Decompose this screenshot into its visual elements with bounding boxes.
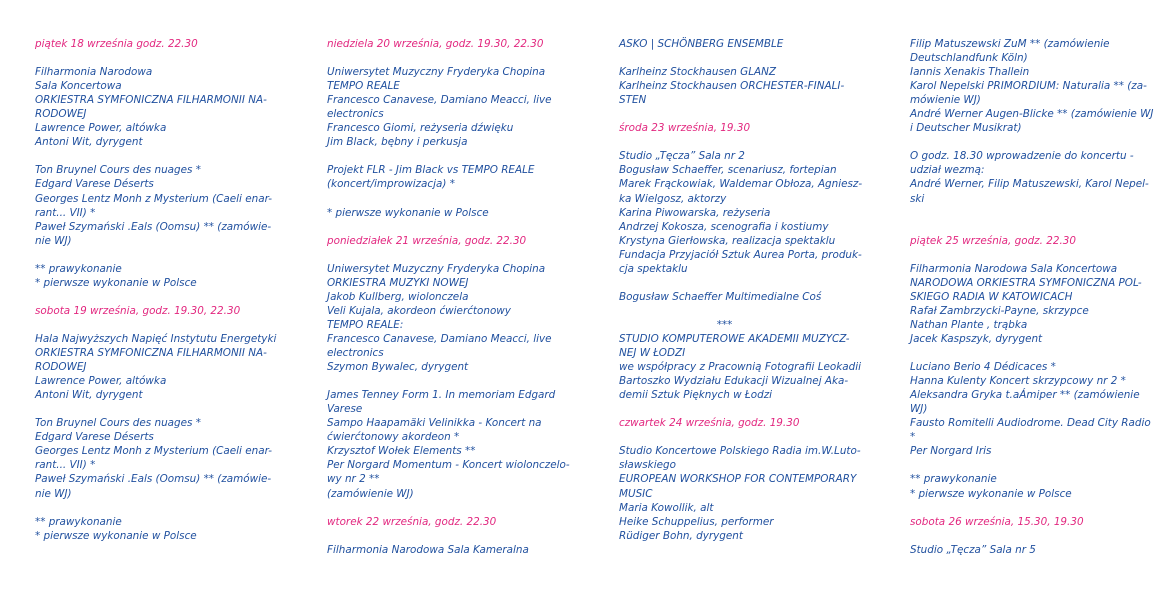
program-line: Veli Kujala, akordeon ćwierćtonowy [327, 304, 511, 317]
program-line: Karlheinz Stockhausen ORCHESTER-FINALI- [619, 80, 845, 93]
program-line: rant... VII) * [35, 459, 96, 472]
program-line: ORKIESTRA MUZYKI NOWEJ [327, 276, 469, 289]
program-line: Francesco Canavese, Damiano Meacci, live [327, 94, 552, 107]
program-line: RODOWEJ [35, 361, 87, 374]
program-line: we współpracy z Pracownią Fotografii Leokadii [619, 361, 862, 374]
program-line: TEMPO REALE [327, 80, 400, 93]
program-line: James Tenney Form 1. In memoriam Edgard [327, 389, 556, 402]
date-heading: czwartek 24 września, godz. 19.30 [619, 417, 800, 430]
spacer-line [35, 149, 280, 163]
spacer-line [910, 135, 1155, 149]
program-line: wy nr 2 ** [327, 473, 380, 486]
program-line: Jacek Kaspszyk, dyrygent [910, 332, 1043, 345]
program-line: RODOWEJ [35, 108, 87, 121]
spacer-line [910, 458, 1155, 472]
program-line: Krystyna Gierłowska, realizacja spektaklu [619, 234, 836, 247]
program-line: ** prawykonanie [35, 262, 122, 275]
program-line: Hala Najwyższych Napięć Instytutu Energetyki [35, 332, 277, 345]
program-line: André Werner, Filip Matuszewski, Karol Nepel- [910, 178, 1149, 191]
program-line: demii Sztuk Pięknych w Łodzi [619, 389, 773, 402]
program-line: Ton Bruynel Cours des nuages * [35, 164, 201, 177]
spacer-line [910, 501, 1155, 515]
program-line: Fundacja Przyjaciół Sztuk Aurea Porta, produk- [619, 248, 862, 261]
program-line: * pierwsze wykonanie w Polsce [327, 206, 489, 219]
program-line: Andrzej Kokosza, scenografia i kostiumy [619, 220, 829, 233]
program-line: Hanna Kulenty Koncert skrzypcowy nr 2 * [910, 375, 1126, 388]
program-line: * pierwsze wykonanie w Polsce [35, 529, 197, 542]
program-line: (zamówienie WJ) [327, 487, 414, 500]
spacer-line [910, 529, 1155, 543]
program-line: NEJ W ŁODZI [619, 347, 686, 360]
spacer-line [327, 529, 572, 543]
program-line: STEN [619, 94, 647, 107]
program-line: nie WJ) [35, 234, 72, 247]
spacer-line [327, 501, 572, 515]
spacer-line [327, 248, 572, 262]
program-line: Nathan Plante , trąbka [910, 318, 1028, 331]
spacer-line [35, 248, 280, 262]
program-line: Georges Lentz Monh z Mysterium (Caeli enar- [35, 192, 273, 205]
program-line: Szymon Bywalec, dyrygent [327, 361, 469, 374]
program-line: sławskiego [619, 459, 676, 472]
spacer-line [327, 192, 572, 206]
program-line: Sampo Haapamäki Velinikka - Koncert na [327, 417, 542, 430]
date-heading: piątek 18 września godz. 22.30 [35, 38, 198, 50]
program-line: Deutschlandfunk Köln) [910, 52, 1028, 65]
program-line: Fausto Romitelli Audiodrome. Dead City Radio [910, 417, 1151, 430]
program-line: Antoni Wit, dyrygent [35, 389, 143, 402]
date-heading: piątek 25 września, godz. 22.30 [910, 234, 1076, 247]
program-line: Uniwersytet Muzyczny Fryderyka Chopina [327, 66, 546, 79]
program-line: Aleksandra Gryka t.aÁmiper ** (zamówienie [910, 389, 1140, 402]
program-line: ** prawykonanie [910, 473, 997, 486]
program-line: Karina Piwowarska, reżyseria [619, 206, 771, 219]
program-line: Studio Koncertowe Polskiego Radia im.W.Luto- [619, 445, 861, 458]
spacer-line [35, 290, 280, 304]
program-line: udział wezmą: [910, 164, 985, 177]
program-line: Paweł Szymański .Eals (Oomsu) ** (zamówie- [35, 473, 272, 486]
date-heading: wtorek 22 września, godz. 22.30 [327, 515, 497, 528]
program-line: NARODOWA ORKIESTRA SYMFONICZNA POL- [910, 276, 1142, 289]
spacer-line [619, 107, 864, 121]
spacer-line [910, 220, 1155, 234]
program-line: Per Norgard Momentum - Koncert wiolonczelo- [327, 459, 570, 472]
column-1 [35, 37, 280, 543]
spacer-line [327, 374, 572, 388]
program-line: Filharmonia Narodowa [35, 66, 153, 79]
spacer-line [619, 402, 864, 416]
program-line: Rafał Zambrzycki-Payne, skrzypce [910, 304, 1089, 317]
program-line: Krzysztof Wołek Elements ** [327, 445, 476, 458]
program-line: André Werner Augen-Blicke ** (zamówienie WJ [910, 108, 1154, 121]
program-line: mówienie WJ) [910, 94, 981, 107]
program-line: ski [910, 192, 925, 205]
program-line: electronics [327, 108, 384, 121]
program-line: Lawrence Power, altówka [35, 375, 167, 388]
date-heading: poniedziałek 21 września, godz. 22.30 [327, 234, 527, 247]
program-line: WJ) [910, 403, 928, 416]
program-line: Luciano Berio 4 Dédicaces * [910, 361, 1056, 374]
spacer-line [619, 51, 864, 65]
spacer-line [327, 220, 572, 234]
column-2 [327, 37, 572, 557]
column-3 [619, 37, 864, 543]
program-line: Karol Nepelski PRIMORDIUM: Naturalia ** (za- [910, 80, 1147, 93]
program-line: Filharmonia Narodowa Sala Koncertowa [910, 262, 1118, 275]
program-line: Studio „Tęcza” Sala nr 5 [910, 543, 1036, 556]
program-line: Maria Kowollik, alt [619, 501, 714, 514]
program-line: Ton Bruynel Cours des nuages * [35, 417, 201, 430]
program-line: rant... VII) * [35, 206, 96, 219]
program-line: SKIEGO RADIA W KATOWICACH [910, 290, 1073, 303]
program-line: Per Norgard Iris [910, 445, 992, 458]
program-line: TEMPO REALE: [327, 318, 404, 331]
column-4 [910, 37, 1155, 557]
program-line: Varese [327, 403, 363, 416]
program-line: cja spektaklu [619, 262, 688, 275]
spacer-line [619, 304, 864, 318]
program-line: * pierwsze wykonanie w Polsce [35, 276, 197, 289]
program-line: Francesco Giomi, reżyseria dźwięku [327, 122, 514, 135]
program-line: * pierwsze wykonanie w Polsce [910, 487, 1072, 500]
program-line: (koncert/improwizacja) * [327, 178, 455, 191]
program-line: Karlheinz Stockhausen GLANZ [619, 66, 777, 79]
spacer-line [619, 430, 864, 444]
spacer-line [35, 501, 280, 515]
program-line: ORKIESTRA SYMFONICZNA FILHARMONII NA- [35, 94, 267, 107]
program-line: Marek Frąckowiak, Waldemar Obłoza, Agniesz- [619, 178, 863, 191]
date-heading: sobota 26 września, 15.30, 19.30 [910, 515, 1084, 528]
program-line: Bartoszko Wydziału Edukacji Wizualnej Aka- [619, 375, 849, 388]
program-line: Paweł Szymański .Eals (Oomsu) ** (zamówie- [35, 220, 272, 233]
spacer-line [910, 206, 1155, 220]
program-line: ** prawykonanie [35, 515, 122, 528]
date-heading: sobota 19 września, godz. 19.30, 22.30 [35, 304, 241, 317]
program-line: Uniwersytet Muzyczny Fryderyka Chopina [327, 262, 546, 275]
program-line: * [910, 431, 916, 444]
program-line: Studio „Tęcza” Sala nr 2 [619, 150, 745, 163]
program-line: Bogusław Schaeffer, scenariusz, fortepian [619, 164, 837, 177]
program-line: Projekt FLR - Jim Black vs TEMPO REALE [327, 164, 535, 177]
program-line: Lawrence Power, altówka [35, 122, 167, 135]
spacer-line [619, 135, 864, 149]
program-line: Heike Schuppelius, performer [619, 515, 774, 528]
program-line: Sala Koncertowa [35, 80, 122, 93]
program-line: Antoni Wit, dyrygent [35, 136, 143, 149]
program-line: Filharmonia Narodowa Sala Kameralna [327, 543, 529, 556]
program-line: Iannis Xenakis Thallein [910, 66, 1030, 79]
spacer-line [35, 51, 280, 65]
program-line: ASKO | SCHÖNBERG ENSEMBLE [619, 38, 784, 50]
program-line: Francesco Canavese, Damiano Meacci, live [327, 332, 552, 345]
program-line: Georges Lentz Monh z Mysterium (Caeli enar- [35, 445, 273, 458]
program-line: Rüdiger Bohn, dyrygent [619, 529, 743, 542]
program-line: STUDIO KOMPUTEROWE AKADEMII MUZYCZ- [619, 332, 850, 345]
spacer-line [910, 248, 1155, 262]
spacer-line [910, 346, 1155, 360]
program-line: Bogusław Schaeffer Multimedialne Coś [619, 290, 822, 303]
program-line: Jim Black, bębny i perkusja [327, 136, 468, 149]
spacer-line [35, 318, 280, 332]
program-line: Edgard Varese Déserts [35, 431, 154, 444]
program-line: electronics [327, 347, 384, 360]
program-line: EUROPEAN WORKSHOP FOR CONTEMPORARY [619, 473, 857, 486]
program-line: MUSIC [619, 487, 653, 500]
spacer-line [619, 276, 864, 290]
program-line: i Deutscher Musikrat) [910, 122, 1022, 135]
date-heading: środa 23 września, 19.30 [619, 122, 751, 135]
spacer-line [35, 402, 280, 416]
program-line: ORKIESTRA SYMFONICZNA FILHARMONII NA- [35, 347, 267, 360]
spacer-line [327, 149, 572, 163]
program-line: Filip Matuszewski ZuM ** (zamówienie [910, 38, 1110, 50]
spacer-line [327, 51, 572, 65]
program-line: O godz. 18.30 wprowadzenie do koncertu - [910, 150, 1134, 163]
program-line: ka Wielgosz, aktorzy [619, 192, 727, 205]
program-line: Jakob Kullberg, wiolonczela [327, 290, 469, 303]
program-line: Edgard Varese Déserts [35, 178, 154, 191]
date-heading: niedziela 20 września, godz. 19.30, 22.30 [327, 38, 544, 50]
program-line: *** [716, 318, 733, 331]
program-line: ćwierćtonowy akordeon * [327, 431, 460, 444]
program-line: nie WJ) [35, 487, 72, 500]
